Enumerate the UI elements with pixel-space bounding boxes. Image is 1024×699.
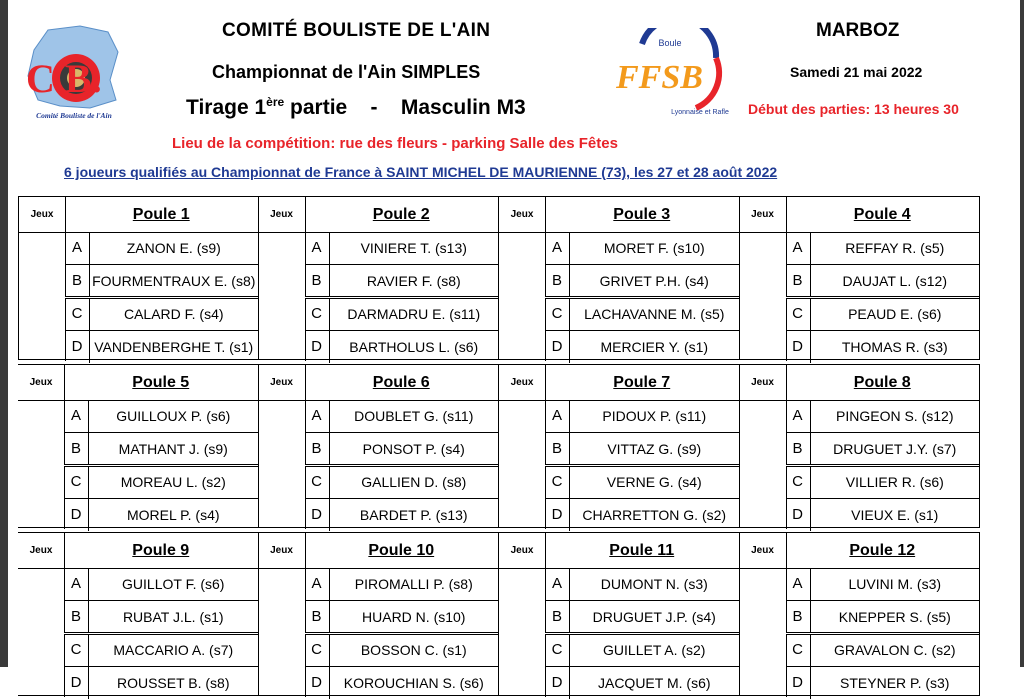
player-name: KOROUCHIAN S. (s6): [343, 675, 484, 691]
player-row: [786, 400, 980, 433]
player-name: LACHAVANNE M. (s5): [584, 306, 725, 322]
player-letter: D: [545, 499, 570, 531]
pool-title-text: Poule 8: [853, 374, 911, 391]
jeux-score-cd: [18, 634, 65, 697]
pool-title: [545, 197, 739, 232]
player-letter: C: [64, 466, 89, 498]
player-letter: C: [305, 634, 330, 666]
player-row: [65, 232, 258, 265]
player-name: DAUJAT L. (s12): [842, 272, 947, 289]
player-letter: D: [64, 499, 89, 531]
jeux-score-ab: [18, 400, 65, 465]
pool-title: [65, 197, 258, 232]
jeux-label: Jeux: [18, 365, 65, 400]
city-name: MARBOZ: [816, 20, 900, 41]
player-row: [786, 499, 980, 531]
player-name: BARTHOLUS L. (s6): [349, 339, 479, 355]
player-letter: B: [545, 265, 570, 297]
player-letter: C: [305, 466, 330, 498]
player-row: [305, 667, 499, 699]
player-row: [786, 634, 980, 667]
player-letter: D: [786, 667, 811, 699]
jeux-label: Jeux: [740, 197, 787, 232]
player-name: KNEPPER S. (s5): [838, 608, 951, 625]
player-letter: D: [786, 331, 811, 363]
jeux-label: Jeux: [740, 533, 787, 568]
pool-header: [499, 197, 739, 233]
cbda-letters: C.B.: [26, 56, 102, 101]
player-row: [305, 331, 499, 363]
pool-title-text: Poule 10: [368, 542, 435, 559]
ffsb-logo: [612, 28, 730, 120]
player-letter: B: [305, 433, 330, 465]
player-letter: B: [305, 601, 330, 633]
pool-title: [305, 533, 499, 568]
player-letter: C: [545, 466, 570, 498]
pool-header: [18, 365, 258, 401]
jeux-label: Jeux: [259, 365, 306, 400]
player-name: VANDENBERGHE T. (s1): [94, 339, 254, 355]
player-row: [305, 265, 499, 299]
ffsb-bottom-text: Lyonnaise et Rafle: [671, 109, 729, 116]
player-name: BARDET P. (s13): [359, 507, 468, 523]
player-row: [305, 466, 499, 499]
player-row: [305, 232, 499, 265]
player-name: REFFAY R. (s5): [845, 240, 945, 256]
pool-title-text: Poule 7: [613, 374, 671, 391]
pool-4: [740, 196, 981, 360]
player-name: BOSSON C. (s1): [360, 642, 467, 658]
player-letter: A: [305, 400, 330, 432]
pool-header: [740, 197, 980, 233]
pool-header: [740, 365, 980, 401]
player-name: DRUGUET J.Y. (s7): [833, 440, 957, 457]
pool-header: [740, 533, 980, 569]
player-letter: A: [305, 232, 330, 264]
player-name: GUILLOUX P. (s6): [116, 408, 231, 424]
player-name: CALARD F. (s4): [123, 306, 224, 322]
player-letter: A: [786, 232, 811, 264]
jeux-score-ab: [499, 232, 546, 297]
jeux-score-ab: [19, 232, 66, 297]
jeux-label: Jeux: [259, 197, 306, 232]
jeux-label: Jeux: [499, 365, 546, 400]
draw-title-sup: ère: [266, 95, 285, 109]
player-row: [545, 265, 739, 299]
player-letter: B: [545, 601, 570, 633]
player-letter: A: [64, 568, 89, 600]
jeux-score-cd: [740, 298, 787, 361]
jeux-score-cd: [259, 634, 306, 697]
player-row: [786, 298, 980, 331]
player-name: LUVINI M. (s3): [848, 576, 942, 592]
jeux-label: Jeux: [19, 197, 66, 232]
pool-8: [740, 364, 981, 528]
jeux-label: Jeux: [499, 197, 546, 232]
player-letter: D: [305, 667, 330, 699]
player-row: [305, 634, 499, 667]
jeux-score-ab: [259, 232, 306, 297]
player-name: HUARD N. (s10): [362, 608, 466, 625]
player-row: [65, 298, 258, 331]
player-row: [545, 634, 739, 667]
ffsb-top-text: Boule: [658, 38, 682, 48]
player-row: [64, 466, 258, 499]
player-letter: A: [545, 400, 570, 432]
player-name: VERNE G. (s4): [606, 474, 702, 490]
pool-title-text: Poule 6: [372, 374, 430, 391]
pool-title-text: Poule 1: [132, 206, 190, 223]
pool-header: [259, 197, 499, 233]
pool-title: [786, 197, 980, 232]
jeux-score-cd: [259, 298, 306, 361]
pool-header: [499, 533, 739, 569]
player-letter: A: [545, 232, 570, 264]
draw-title-prefix: Tirage 1: [186, 96, 267, 119]
venue-line: Lieu de la compétition: rue des fleurs - parking Salle des Fêtes: [172, 135, 618, 152]
pool-3: [499, 196, 740, 360]
player-name: MACCARIO A. (s7): [113, 642, 234, 658]
pools-grid: [18, 196, 980, 696]
draw-title-suffix: partie - Masculin M3: [284, 96, 526, 119]
player-row: [64, 433, 258, 467]
pool-title: [545, 365, 739, 400]
player-name: RAVIER F. (s8): [366, 272, 461, 289]
player-letter: C: [65, 298, 90, 330]
pool-7: [499, 364, 740, 528]
jeux-score-cd: [18, 466, 65, 529]
jeux-score-cd: [259, 466, 306, 529]
player-name: MATHANT J. (s9): [118, 440, 228, 457]
pool-1: [18, 196, 259, 360]
player-name: PIDOUX P. (s11): [602, 408, 707, 424]
player-name: VITTAZ G. (s9): [607, 440, 702, 457]
player-row: [305, 499, 499, 531]
player-row: [305, 298, 499, 331]
window-frame-right: [1020, 0, 1024, 667]
player-name: PEAUD E. (s6): [848, 306, 942, 322]
pool-12: [740, 532, 981, 696]
player-letter: C: [545, 298, 570, 330]
player-row: [786, 466, 980, 499]
pool-5: [18, 364, 259, 528]
player-row: [65, 265, 258, 299]
player-letter: D: [64, 667, 89, 699]
jeux-score-cd: [740, 634, 787, 697]
player-row: [64, 499, 258, 531]
player-name: MORET F. (s10): [603, 240, 705, 256]
player-row: [545, 601, 739, 635]
player-letter: A: [65, 232, 90, 264]
player-name: PIROMALLI P. (s8): [354, 576, 473, 592]
player-letter: A: [786, 400, 811, 432]
pool-header: [499, 365, 739, 401]
player-letter: B: [786, 265, 811, 297]
player-name: DOUBLET G. (s11): [354, 408, 474, 424]
player-name: PONSOT P. (s4): [362, 440, 465, 457]
jeux-label: Jeux: [499, 533, 546, 568]
jeux-score-cd: [499, 634, 546, 697]
player-name: JACQUET M. (s6): [597, 675, 711, 691]
pool-header: [259, 533, 499, 569]
player-letter: A: [305, 568, 330, 600]
player-row: [545, 232, 739, 265]
jeux-label: Jeux: [740, 365, 787, 400]
player-row: [545, 433, 739, 467]
pool-title: [786, 533, 980, 568]
player-name: GRIVET P.H. (s4): [599, 272, 709, 289]
player-name: PINGEON S. (s12): [836, 408, 954, 424]
organization-title: COMITÉ BOULISTE DE L'AIN: [222, 20, 491, 41]
player-letter: B: [305, 265, 330, 297]
pool-title-text: Poule 2: [372, 206, 430, 223]
pool-title: [64, 533, 258, 568]
cbda-caption: Comité Bouliste de l'Ain: [36, 111, 112, 120]
player-letter: C: [305, 298, 330, 330]
jeux-score-ab: [18, 568, 65, 633]
player-name: CHARRETTON G. (s2): [582, 507, 727, 523]
player-row: [64, 568, 258, 601]
player-row: [545, 499, 739, 531]
player-row: [786, 667, 980, 699]
player-row: [786, 433, 980, 467]
player-letter: C: [786, 466, 811, 498]
player-row: [305, 568, 499, 601]
player-row: [786, 232, 980, 265]
jeux-score-ab: [740, 400, 787, 465]
pool-header: [18, 533, 258, 569]
jeux-score-cd: [740, 466, 787, 529]
player-row: [305, 601, 499, 635]
player-letter: A: [545, 568, 570, 600]
pool-title: [305, 365, 499, 400]
player-name: MOREAU L. (s2): [120, 474, 226, 490]
pool-title-text: Poule 3: [613, 206, 671, 223]
jeux-score-cd: [499, 298, 546, 361]
player-letter: D: [305, 499, 330, 531]
player-row: [545, 466, 739, 499]
player-name: DUMONT N. (s3): [600, 576, 708, 592]
player-name: GUILLOT F. (s6): [122, 576, 225, 592]
jeux-label: Jeux: [259, 533, 306, 568]
player-letter: C: [64, 634, 89, 666]
start-time: Début des parties: 13 heures 30: [748, 101, 959, 117]
player-name: STEYNER P. (s3): [840, 675, 950, 691]
player-letter: A: [64, 400, 89, 432]
jeux-score-ab: [259, 568, 306, 633]
player-letter: D: [786, 499, 811, 531]
player-row: [786, 265, 980, 299]
player-row: [786, 568, 980, 601]
player-row: [65, 331, 258, 363]
player-name: MERCIER Y. (s1): [600, 339, 709, 355]
player-letter: C: [545, 634, 570, 666]
jeux-score-cd: [19, 298, 66, 361]
player-row: [545, 568, 739, 601]
player-row: [64, 601, 258, 635]
pool-title-text: Poule 9: [132, 542, 190, 559]
pool-6: [259, 364, 500, 528]
player-name: DARMADRU E. (s11): [347, 306, 481, 322]
ffsb-letters: FFSB: [616, 59, 703, 96]
pool-title: [786, 365, 980, 400]
jeux-score-ab: [499, 568, 546, 633]
pool-title-text: Poule 12: [849, 542, 916, 559]
player-name: GUILLET A. (s2): [603, 642, 706, 658]
player-letter: B: [64, 601, 89, 633]
pool-header: [19, 197, 258, 233]
pool-11: [499, 532, 740, 696]
pool-title-text: Poule 4: [853, 206, 911, 223]
pool-title: [64, 365, 258, 400]
player-letter: D: [545, 331, 570, 363]
player-name: VIEUX E. (s1): [851, 507, 939, 523]
player-row: [545, 400, 739, 433]
cbda-logo: [20, 22, 128, 122]
player-letter: C: [786, 634, 811, 666]
jeux-label: Jeux: [18, 533, 65, 568]
pool-title-text: Poule 11: [609, 542, 675, 559]
player-row: [64, 400, 258, 433]
pool-2: [259, 196, 500, 360]
player-row: [305, 433, 499, 467]
player-letter: B: [786, 433, 811, 465]
player-letter: B: [64, 433, 89, 465]
player-row: [545, 667, 739, 699]
player-row: [64, 667, 258, 699]
player-letter: B: [545, 433, 570, 465]
player-name: DRUGUET J.P. (s4): [592, 608, 716, 625]
pool-header: [259, 365, 499, 401]
player-name: VINIERE T. (s13): [360, 240, 467, 256]
player-letter: A: [786, 568, 811, 600]
player-name: FOURMENTRAUX E. (s8): [92, 272, 256, 289]
jeux-score-ab: [740, 568, 787, 633]
player-name: RUBAT J.L. (s1): [122, 608, 224, 625]
pool-9: [18, 532, 259, 696]
player-name: GALLIEN D. (s8): [361, 474, 467, 490]
player-row: [64, 634, 258, 667]
player-name: MOREL P. (s4): [126, 507, 220, 523]
player-letter: C: [786, 298, 811, 330]
player-letter: B: [786, 601, 811, 633]
jeux-score-ab: [499, 400, 546, 465]
pool-title: [305, 197, 499, 232]
pool-title-text: Poule 5: [132, 374, 190, 391]
draw-title: [186, 95, 526, 120]
window-frame-left: [0, 0, 8, 667]
player-row: [786, 601, 980, 635]
championship-title: Championnat de l'Ain SIMPLES: [212, 62, 481, 82]
player-name: THOMAS R. (s3): [841, 339, 948, 355]
pool-10: [259, 532, 500, 696]
player-row: [305, 400, 499, 433]
pool-title: [545, 533, 739, 568]
player-letter: B: [65, 265, 90, 297]
player-letter: D: [305, 331, 330, 363]
jeux-score-ab: [259, 400, 306, 465]
jeux-score-cd: [499, 466, 546, 529]
player-name: ROUSSET B. (s8): [116, 675, 230, 691]
player-letter: D: [65, 331, 90, 363]
player-name: GRAVALON C. (s2): [833, 642, 956, 658]
qualification-line: 6 joueurs qualifiés au Championnat de France à SAINT MICHEL DE MAURIENNE (73), les 27 et 28 août 2022: [64, 164, 778, 180]
event-date: Samedi 21 mai 2022: [790, 64, 923, 80]
player-row: [545, 331, 739, 363]
player-row: [786, 331, 980, 363]
player-letter: D: [545, 667, 570, 699]
player-name: ZANON E. (s9): [126, 240, 221, 256]
jeux-score-ab: [740, 232, 787, 297]
player-row: [545, 298, 739, 331]
player-name: VILLIER R. (s6): [845, 474, 944, 490]
